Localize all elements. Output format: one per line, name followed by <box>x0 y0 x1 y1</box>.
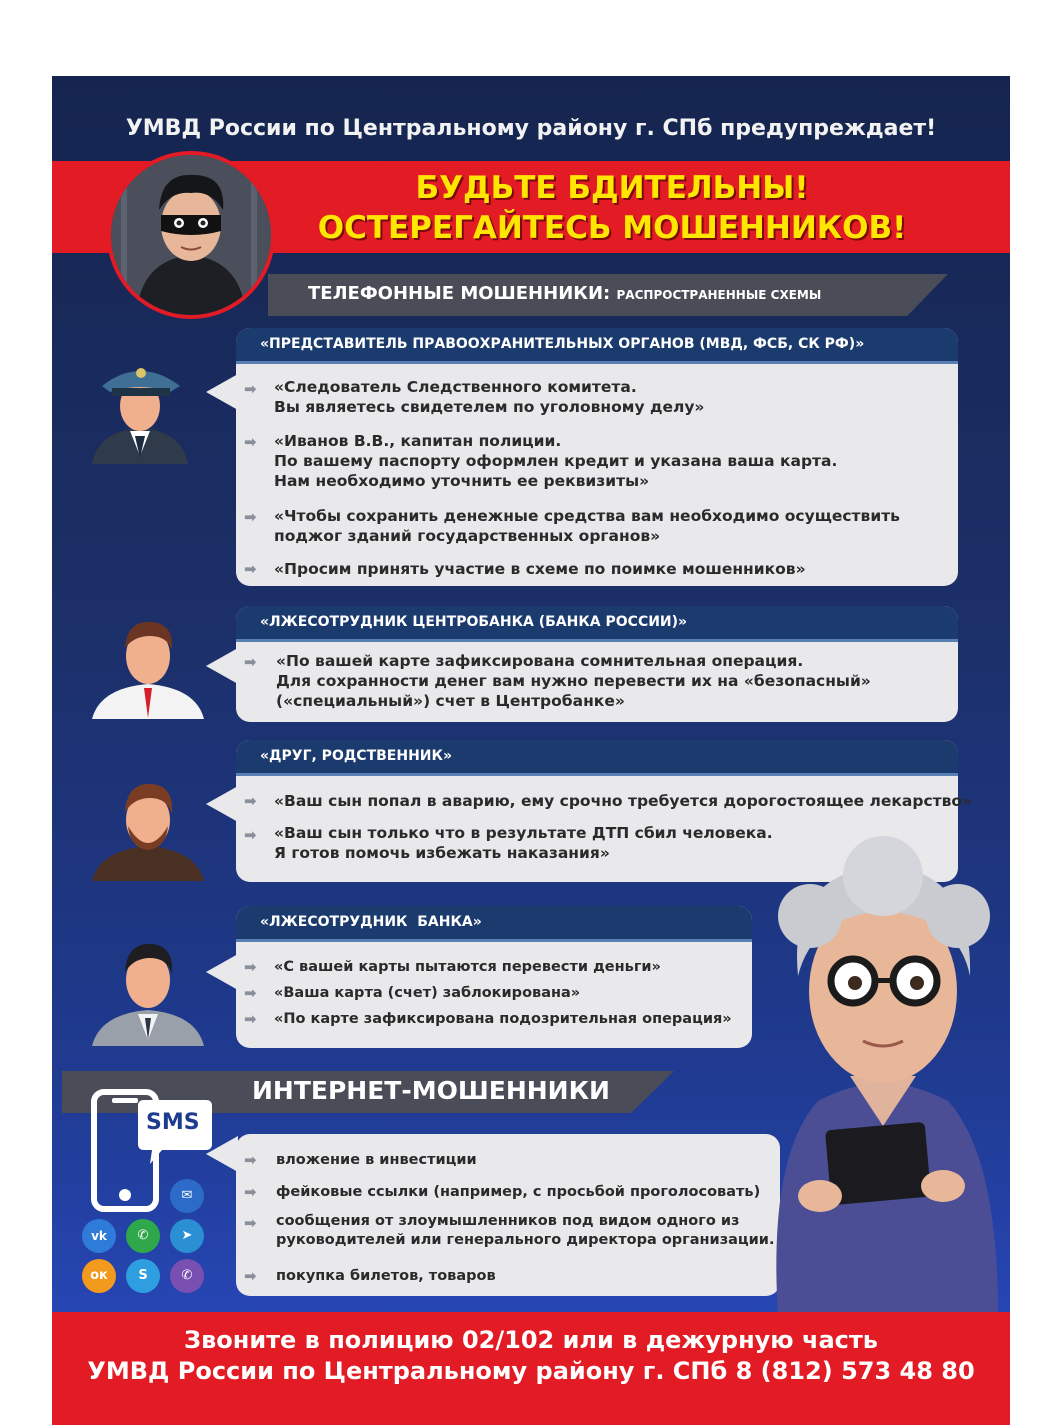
list-item <box>274 983 580 1003</box>
bank-clerk-icon <box>92 928 204 1052</box>
odnoklassniki-icon: ок <box>82 1259 116 1293</box>
footer-line-2: УМВД России по Центральному району г. СПб 8 (812) 573 48 80 <box>87 1357 975 1385</box>
vk-icon: vk <box>82 1219 116 1253</box>
list-item <box>276 1266 496 1286</box>
list-item-line: «Ваш сын попал в аварию, ему срочно требуется дорогостоящее лекарство» <box>274 792 973 810</box>
list-item <box>274 823 773 863</box>
list-item-line: «Просим принять участие в схеме по поимке мошенников» <box>274 560 806 578</box>
police-officer-icon <box>90 356 190 470</box>
bubble-tail <box>206 954 238 990</box>
arrow-icon: ➡ <box>244 1183 257 1201</box>
list-item-line: Для сохранности денег вам нужно перевести их на «безопасный» <box>276 672 871 690</box>
list-item-line: Вы являетесь свидетелем по уголовному делу» <box>274 398 705 416</box>
list-item <box>274 431 837 491</box>
arrow-icon: ➡ <box>244 433 257 451</box>
list-item-line: «Ваш сын только что в результате ДТП сбил человека. <box>274 824 773 842</box>
arrow-icon: ➡ <box>244 380 257 398</box>
list-item-line: «Ваша карта (счет) заблокирована» <box>274 985 581 1001</box>
list-item <box>274 957 661 977</box>
arrow-icon: ➡ <box>244 1214 257 1232</box>
list-item <box>274 559 806 579</box>
headline-line-1: БУДЬТЕ БДИТЕЛЬНЫ! <box>415 170 809 206</box>
bubble-tail <box>206 374 238 410</box>
bubble-tail <box>206 1136 238 1172</box>
list-item-line: покупка билетов, товаров <box>276 1268 496 1284</box>
arrow-icon: ➡ <box>244 792 257 810</box>
list-item-line: («специальный») счет в Центробанке» <box>276 692 625 710</box>
bank-employee-icon <box>92 606 204 725</box>
viber-icon: ✆ <box>170 1259 204 1293</box>
list-item-line: «По вашей карте зафиксирована сомнительная операция. <box>276 652 804 670</box>
list-item <box>274 1009 732 1029</box>
phone-section-subtitle: РАСПРОСТРАНЕННЫЕ СХЕМЫ <box>616 288 822 302</box>
envelope-icon: ✉ <box>170 1179 204 1213</box>
list-item-line: «Иванов В.В., капитан полиции. <box>274 432 562 450</box>
card-bank-clerk-title: «ЛЖЕСОТРУДНИК БАНКА» <box>236 906 752 942</box>
list-item <box>276 1182 760 1202</box>
list-item-line: руководителей или генерального директора организации. <box>276 1232 775 1248</box>
arrow-icon: ➡ <box>244 958 257 976</box>
sms-label: SMS <box>146 1110 200 1135</box>
arrow-icon: ➡ <box>244 1010 257 1028</box>
grandmother-illustration <box>758 826 1010 1320</box>
footer-line-1: Звоните в полицию 02/102 или в дежурную часть <box>184 1326 878 1354</box>
list-item-line: Я готов помочь избежать наказания» <box>274 844 610 862</box>
headline <box>222 168 1002 248</box>
headline-line-2: ОСТЕРЕГАЙТЕСЬ МОШЕННИКОВ! <box>317 210 907 246</box>
list-item <box>276 1150 477 1170</box>
list-item <box>276 651 871 711</box>
list-item <box>274 791 972 811</box>
list-item-line: «Чтобы сохранить денежные средства вам необходимо осуществить <box>274 507 900 525</box>
arrow-icon: ➡ <box>244 826 257 844</box>
card-central-bank-title: «ЛЖЕСОТРУДНИК ЦЕНТРОБАНКА (БАНКА РОССИИ)» <box>236 606 958 642</box>
skype-icon: S <box>126 1259 160 1293</box>
internet-section-title: ИНТЕРНЕТ-МОШЕННИКИ <box>252 1076 610 1105</box>
telegram-icon: ➤ <box>170 1219 204 1253</box>
list-item-line: Нам необходимо уточнить ее реквизиты» <box>274 472 650 490</box>
warning-line: УМВД России по Центральному району г. СПб предупреждает! <box>125 116 937 141</box>
arrow-icon: ➡ <box>244 984 257 1002</box>
bubble-tail <box>206 648 238 684</box>
whatsapp-icon: ✆ <box>126 1219 160 1253</box>
list-item <box>274 506 900 546</box>
arrow-icon: ➡ <box>244 1267 257 1285</box>
arrow-icon: ➡ <box>244 653 257 671</box>
arrow-icon: ➡ <box>244 508 257 526</box>
poster <box>52 76 1010 1425</box>
card-relative-title: «ДРУГ, РОДСТВЕННИК» <box>236 740 958 776</box>
list-item-line: фейковые ссылки (например, с просьбой проголосовать) <box>276 1184 761 1200</box>
arrow-icon: ➡ <box>244 1151 257 1169</box>
arrow-icon: ➡ <box>244 560 257 578</box>
list-item-line: По вашему паспорту оформлен кредит и указана ваша карта. <box>274 452 838 470</box>
phone-section-title <box>308 283 821 304</box>
card-law-enforcement-title: «ПРЕДСТАВИТЕЛЬ ПРАВООХРАНИТЕЛЬНЫХ ОРГАНОВ (МВД, ФСБ, СК РФ)» <box>236 328 958 364</box>
list-item-line: «С вашей карты пытаются перевести деньги» <box>274 959 661 975</box>
list-item-line: сообщения от злоумышленников под видом одного из <box>276 1213 740 1229</box>
list-item <box>274 377 704 417</box>
relative-icon <box>92 768 204 887</box>
list-item-line: «По карте зафиксирована подозрительная операция» <box>274 1011 732 1027</box>
bubble-tail <box>206 786 238 822</box>
masked-fraudster-avatar <box>107 151 275 319</box>
sms-bubble-icon <box>136 1098 214 1160</box>
list-item-line: поджог зданий государственных органов» <box>274 527 661 545</box>
phone-section-title-main: ТЕЛЕФОННЫЕ МОШЕННИКИ: <box>308 283 611 304</box>
list-item <box>276 1212 774 1250</box>
list-item-line: «Следователь Следственного комитета. <box>274 378 637 396</box>
list-item-line: вложение в инвестиции <box>276 1152 477 1168</box>
